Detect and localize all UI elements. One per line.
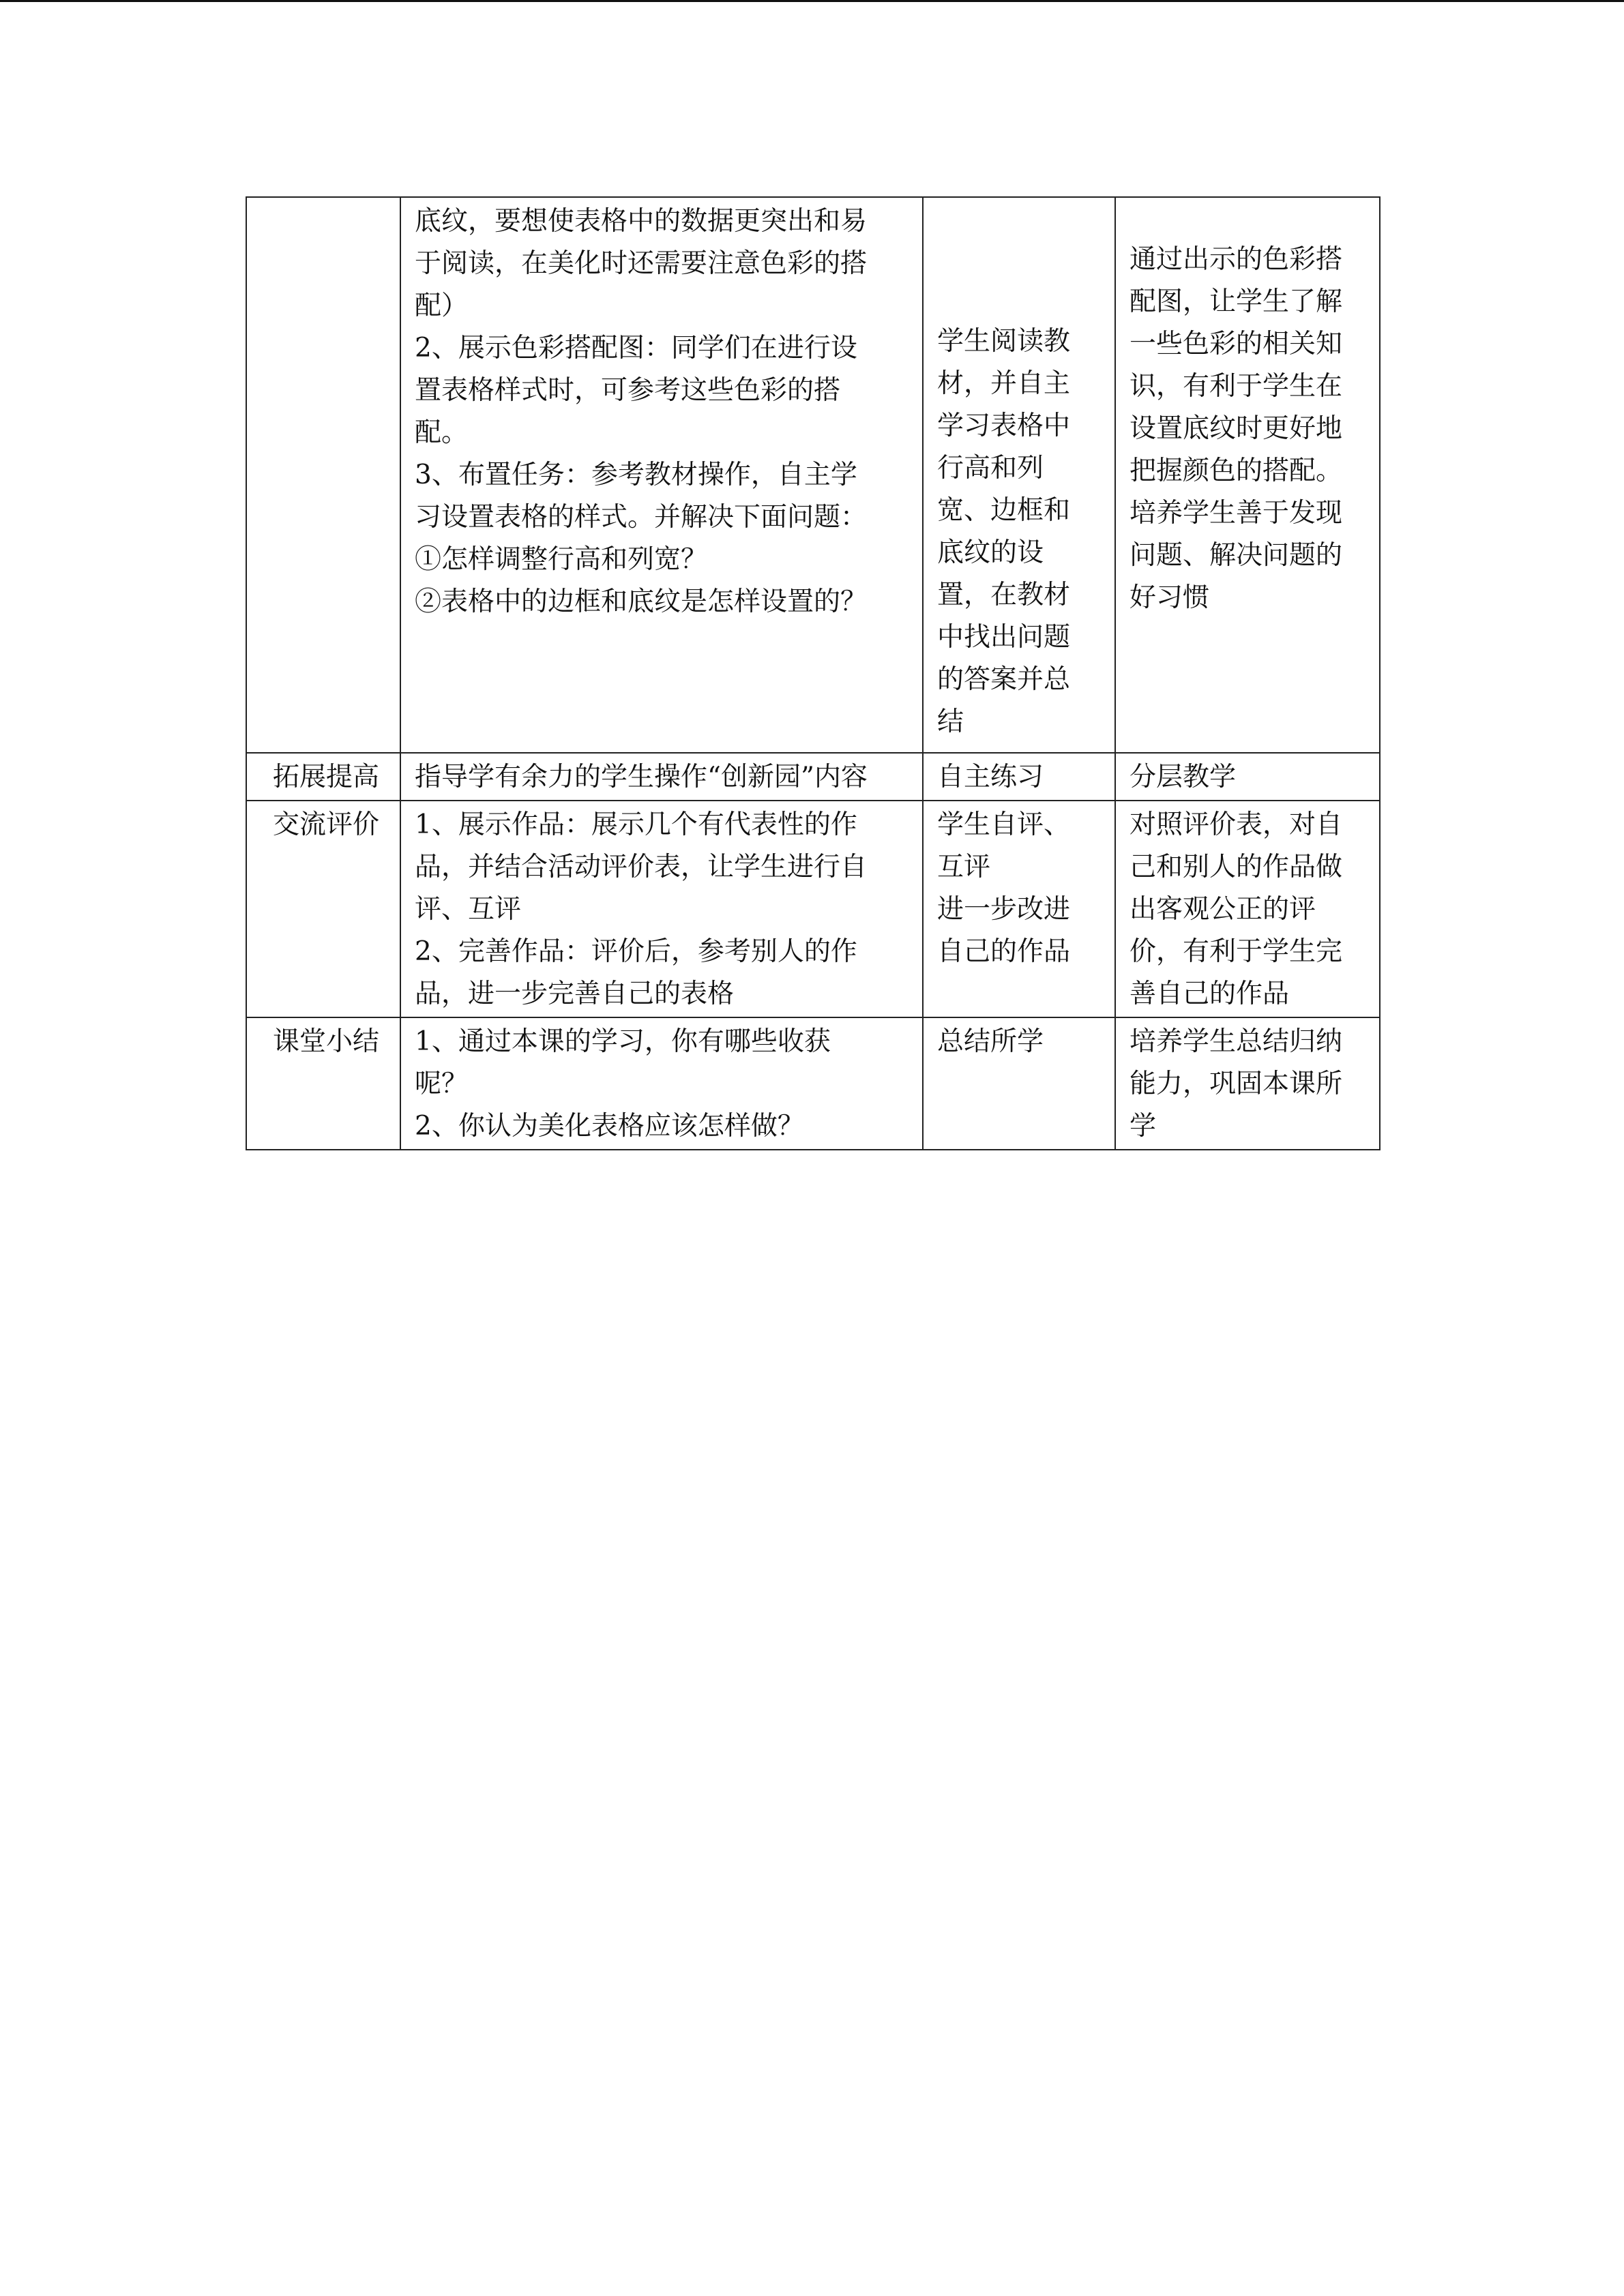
stage-label: 交流评价 (272, 809, 379, 840)
teacher-activity-cell (400, 801, 923, 1017)
stage-cell (246, 801, 400, 1017)
design-intent-cell (1115, 753, 1380, 801)
text-line: 底纹的设 (937, 537, 1044, 568)
text-line: 呢？ (415, 1069, 469, 1099)
design-intent-cell (1115, 197, 1380, 753)
text-line: 的答案并总 (937, 664, 1071, 695)
text-line: 善自己的作品 (1130, 979, 1290, 1009)
text-line: 结 (937, 706, 964, 737)
text-line: 1、展示作品：展示几个有代表性的作 (415, 809, 857, 840)
text-line: 出客观公正的评 (1130, 894, 1316, 925)
text-line: 学生阅读教 (937, 326, 1071, 357)
student-activity-cell (923, 1017, 1115, 1150)
text-line: 2、展示色彩搭配图：同学们在进行设 (415, 333, 857, 363)
design-intent-cell (1115, 1017, 1380, 1150)
stage-cell (246, 753, 400, 801)
student-activity-cell (923, 197, 1115, 753)
text-line: 指导学有余力的学生操作“创新园”内容 (415, 762, 868, 792)
text-line: 问题、解决问题的 (1130, 540, 1343, 571)
text-line: 通过出示的色彩搭 (1130, 244, 1343, 275)
teacher-activity-cell (400, 197, 923, 753)
text-line: 自主练习 (937, 762, 1044, 792)
text-line: 对照评价表，对自 (1130, 809, 1343, 840)
text-line: 识，有利于学生在 (1130, 371, 1343, 402)
teacher-activity-cell (400, 753, 923, 801)
text-line: 价，有利于学生完 (1130, 936, 1343, 967)
text-line: 宽、边框和 (937, 495, 1071, 526)
text-line: 学 (1130, 1111, 1157, 1142)
text-line: 置，在教材 (937, 580, 1071, 610)
page-top-border (0, 0, 1624, 2)
text-line: 材，并自主 (937, 368, 1071, 399)
text-line: 2、完善作品：评价后，参考别人的作 (415, 936, 857, 967)
text-line: 设置底纹时更好地 (1130, 413, 1343, 444)
text-line: 品，并结合活动评价表，让学生进行自 (415, 852, 868, 882)
text-line: 互评 (937, 852, 991, 882)
text-line: 培养学生善于发现 (1130, 498, 1343, 528)
text-line: 3、布置任务：参考教材操作，自主学 (415, 460, 857, 490)
lesson-plan-table (246, 196, 1381, 1150)
text-line: 配。 (415, 417, 469, 448)
text-line: 行高和列 (937, 453, 1044, 483)
stage-label: 课堂小结 (272, 1026, 379, 1057)
student-activity-cell (923, 801, 1115, 1017)
text-line: 把握颜色的搭配。 (1130, 456, 1343, 486)
text-line: 配） (415, 290, 469, 321)
table-row (246, 801, 1380, 1017)
text-line: 习设置表格的样式。并解决下面问题： (415, 502, 868, 533)
text-line: ②表格中的边框和底纹是怎样设置的？ (415, 586, 868, 617)
design-intent-cell (1115, 801, 1380, 1017)
text-line: 2、你认为美化表格应该怎样做？ (415, 1111, 804, 1142)
student-activity-cell (923, 753, 1115, 801)
text-line: 置表格样式时，可参考这些色彩的搭 (415, 375, 841, 406)
text-line: 总结所学 (937, 1026, 1044, 1057)
stage-label: 拓展提高 (272, 762, 379, 792)
table-row (246, 1017, 1380, 1150)
text-line: 中找出问题 (937, 622, 1071, 653)
text-line: 分层教学 (1130, 762, 1237, 792)
text-line: 品，进一步完善自己的表格 (415, 979, 735, 1009)
text-line: 于阅读，在美化时还需要注意色彩的搭 (415, 248, 868, 279)
text-line: 进一步改进 (937, 894, 1071, 925)
text-line: 配图，让学生了解 (1130, 286, 1343, 317)
text-line: 能力，巩固本课所 (1130, 1069, 1343, 1099)
stage-cell (246, 1017, 400, 1150)
text-line: 评、互评 (415, 894, 522, 925)
text-line: ①怎样调整行高和列宽？ (415, 544, 708, 575)
text-line: 底纹，要想使表格中的数据更突出和易 (415, 206, 868, 237)
table-row (246, 753, 1380, 801)
text-line: 培养学生总结归纳 (1130, 1026, 1343, 1057)
stage-cell (246, 197, 400, 753)
text-line: 好习惯 (1130, 582, 1210, 613)
teacher-activity-cell (400, 1017, 923, 1150)
text-line: 学习表格中 (937, 411, 1071, 441)
text-line: 一些色彩的相关知 (1130, 329, 1343, 359)
table-row (246, 197, 1380, 753)
text-line: 自己的作品 (937, 936, 1071, 967)
text-line: 学生自评、 (937, 809, 1071, 840)
text-line: 己和别人的作品做 (1130, 852, 1343, 882)
text-line: 1、通过本课的学习，你有哪些收获 (415, 1026, 831, 1057)
